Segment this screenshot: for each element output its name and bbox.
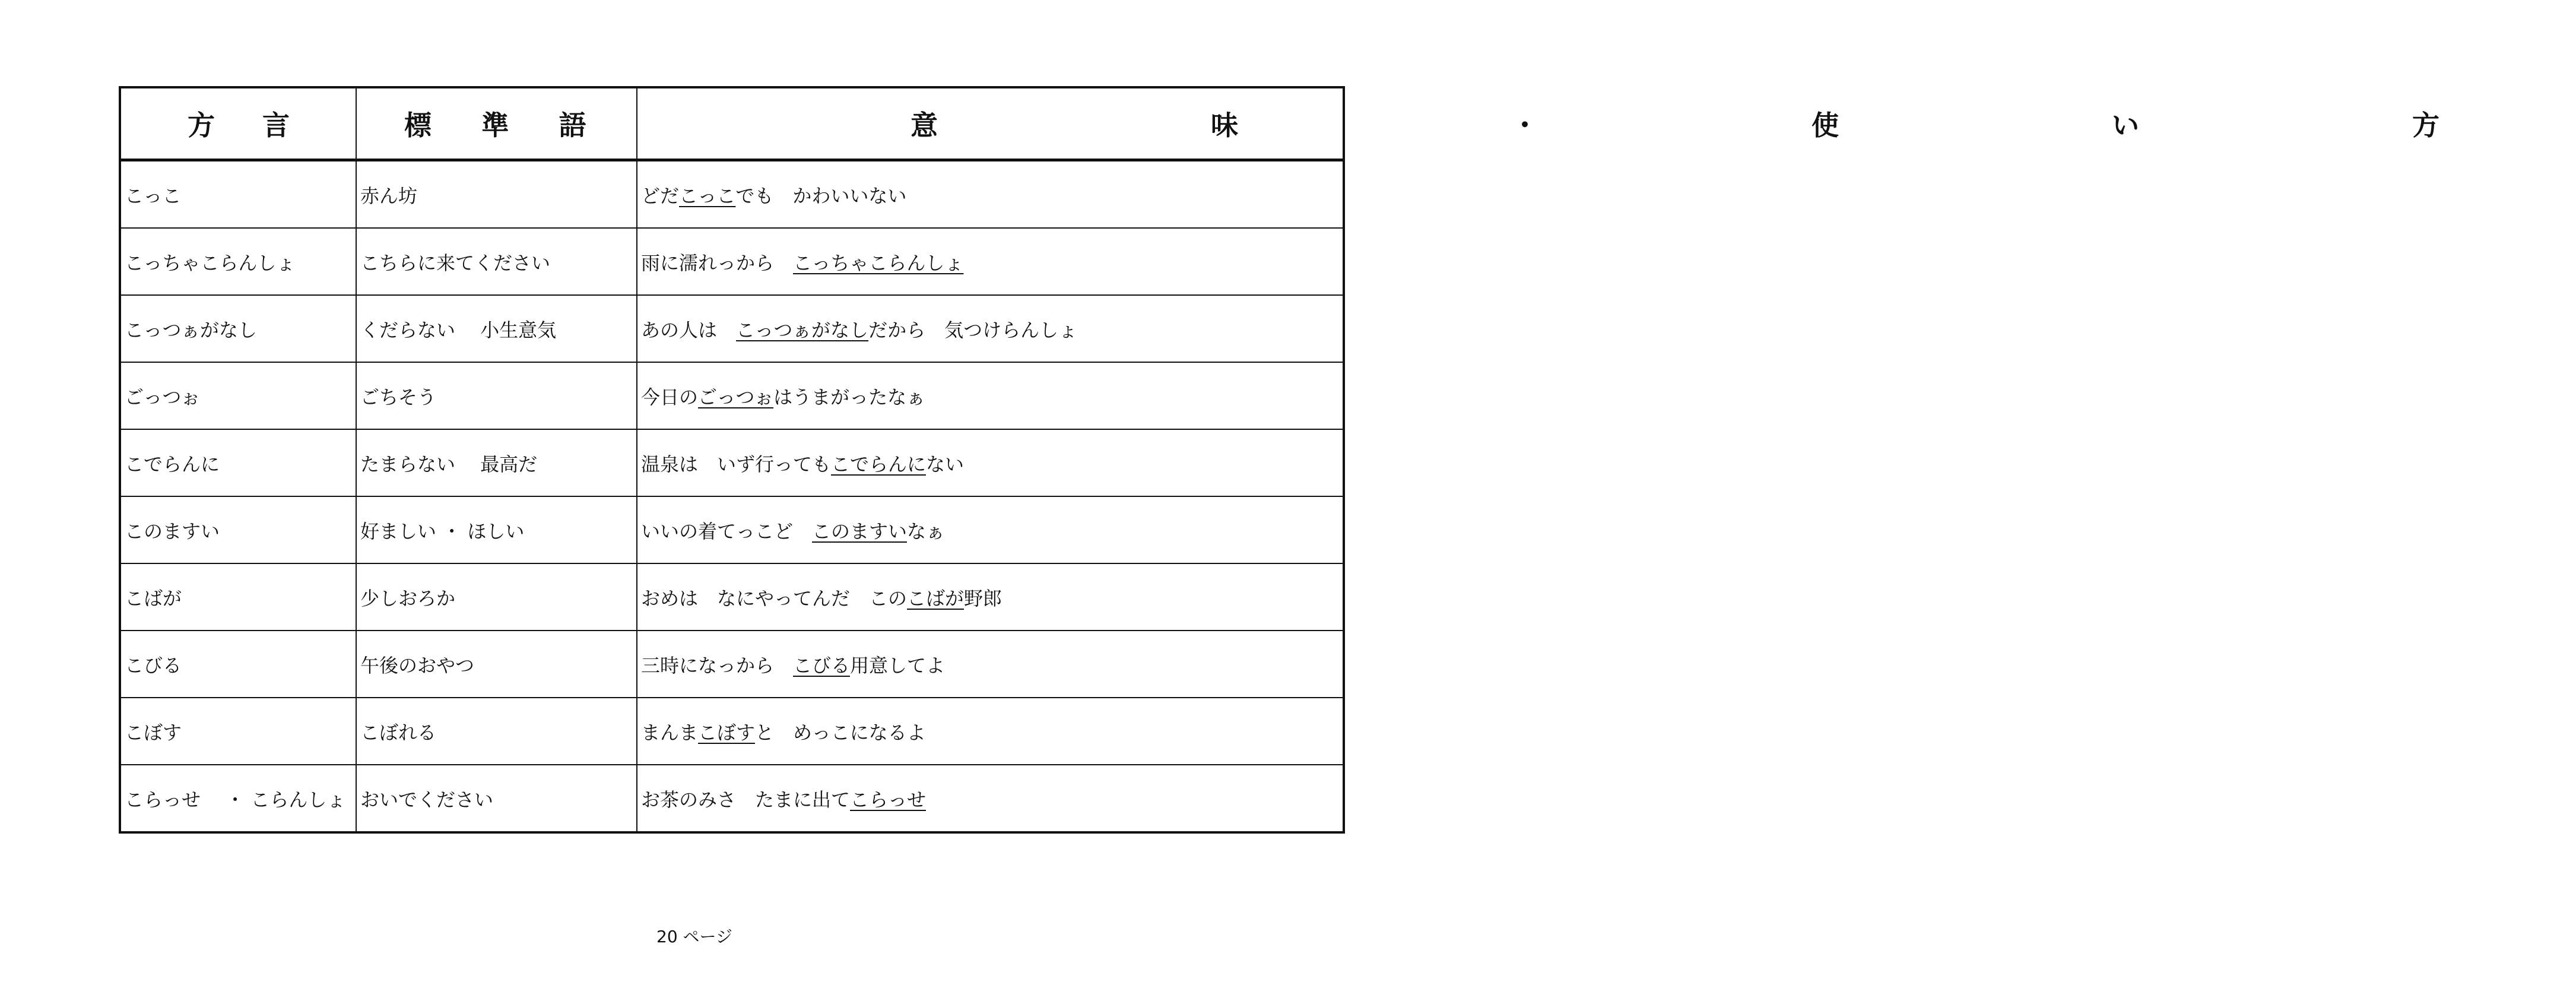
standard-cell: 赤ん坊	[356, 160, 637, 229]
usage-text: おめは なにやってんだ この	[641, 587, 908, 610]
standard-cell: 午後のおやつ	[356, 631, 637, 698]
header-meaning-usage	[637, 87, 2439, 160]
usage-cell	[637, 362, 1344, 429]
table-row	[120, 362, 1344, 429]
header-char: 標	[404, 109, 432, 141]
table-row	[120, 631, 1344, 698]
standard-cell: 少しおろか	[356, 563, 637, 631]
usage-text: なぁ	[907, 519, 946, 543]
dialect-cell: こっこ	[120, 160, 356, 229]
header-row	[120, 87, 1344, 160]
usage-cell	[637, 228, 1344, 295]
dialect-table	[119, 86, 2439, 834]
usage-cell	[637, 429, 1344, 496]
standard-cell: こちらに来てください	[356, 228, 637, 295]
usage-text: 温泉は いず行っても	[641, 452, 832, 476]
header-char: 準	[481, 109, 509, 141]
usage-underlined-term: このますい	[812, 519, 908, 543]
usage-underlined-term: こぼす	[698, 721, 756, 744]
usage-text: いいの着てっこど	[641, 519, 813, 543]
usage-text: あの人は	[641, 318, 737, 341]
usage-text: ない	[926, 452, 965, 476]
usage-cell	[637, 160, 1344, 229]
header-char: 方	[2412, 109, 2439, 141]
table-row	[120, 295, 1344, 362]
usage-underlined-term: こっこ	[679, 184, 736, 207]
dialect-cell: こびる	[120, 631, 356, 698]
header-char: ・	[1511, 109, 1538, 141]
header-char: 方	[188, 109, 215, 141]
usage-text: まんま	[641, 721, 699, 744]
page-number: 20 ページ	[656, 927, 732, 946]
usage-cell	[637, 698, 1344, 765]
dialect-cell: こっちゃこらんしょ	[120, 228, 356, 295]
standard-cell: こぼれる	[356, 698, 637, 765]
table-row	[120, 429, 1344, 496]
usage-underlined-term: こっつぁがなし	[736, 318, 869, 341]
header-char: い	[2112, 109, 2139, 141]
usage-text: 用意してよ	[850, 654, 946, 677]
usage-text: 三時になっから	[641, 654, 794, 677]
table-row	[120, 563, 1344, 631]
standard-cell: 好ましい ・ ほしい	[356, 496, 637, 563]
usage-underlined-term: こっちゃこらんしょ	[793, 251, 964, 274]
standard-cell: おいでください	[356, 765, 637, 832]
usage-underlined-term: こらっせ	[850, 788, 927, 811]
usage-text: 野郎	[964, 587, 1003, 610]
standard-cell: くだらない 小生意気	[356, 295, 637, 362]
standard-cell: ごちそう	[356, 362, 637, 429]
usage-underlined-term: こばが	[907, 587, 965, 610]
usage-underlined-term: こでらんに	[831, 452, 927, 476]
dialect-cell: こっつぁがなし	[120, 295, 356, 362]
usage-text: でも かわいいない	[735, 184, 907, 207]
header-dialect	[120, 87, 356, 160]
usage-text: お茶のみさ たまに出て	[641, 788, 851, 811]
usage-underlined-term: ごっつぉ	[698, 385, 774, 408]
usage-text: 雨に濡れっから	[641, 251, 794, 274]
table-row	[120, 496, 1344, 563]
dialect-cell: こばが	[120, 563, 356, 631]
dialect-cell: ごっつぉ	[120, 362, 356, 429]
usage-cell	[637, 631, 1344, 698]
usage-text: はうまがったなぁ	[773, 385, 926, 408]
usage-text: どだ	[641, 184, 680, 207]
dialect-cell: このますい	[120, 496, 356, 563]
header-standard-language	[356, 87, 637, 160]
header-char: 意	[911, 109, 938, 141]
usage-underlined-term: こびる	[793, 654, 851, 677]
dialect-cell: こでらんに	[120, 429, 356, 496]
table-row	[120, 228, 1344, 295]
usage-text: 今日の	[641, 385, 699, 408]
header-char: 語	[559, 109, 586, 141]
dialect-cell: こらっせ ・ こらんしょ	[120, 765, 356, 832]
usage-text: と めっこになるよ	[755, 721, 926, 744]
dialect-cell: こぼす	[120, 698, 356, 765]
table-row	[120, 698, 1344, 765]
header-char: 味	[1211, 109, 1238, 141]
standard-cell: たまらない 最高だ	[356, 429, 637, 496]
usage-cell	[637, 563, 1344, 631]
usage-cell	[637, 765, 1344, 832]
table-row	[120, 765, 1344, 832]
usage-cell	[637, 496, 1344, 563]
header-char: 言	[262, 109, 290, 141]
header-char: 使	[1812, 109, 1839, 141]
table-row	[120, 160, 1344, 229]
usage-cell	[637, 295, 1344, 362]
usage-text: だから 気つけらんしょ	[868, 318, 1078, 341]
